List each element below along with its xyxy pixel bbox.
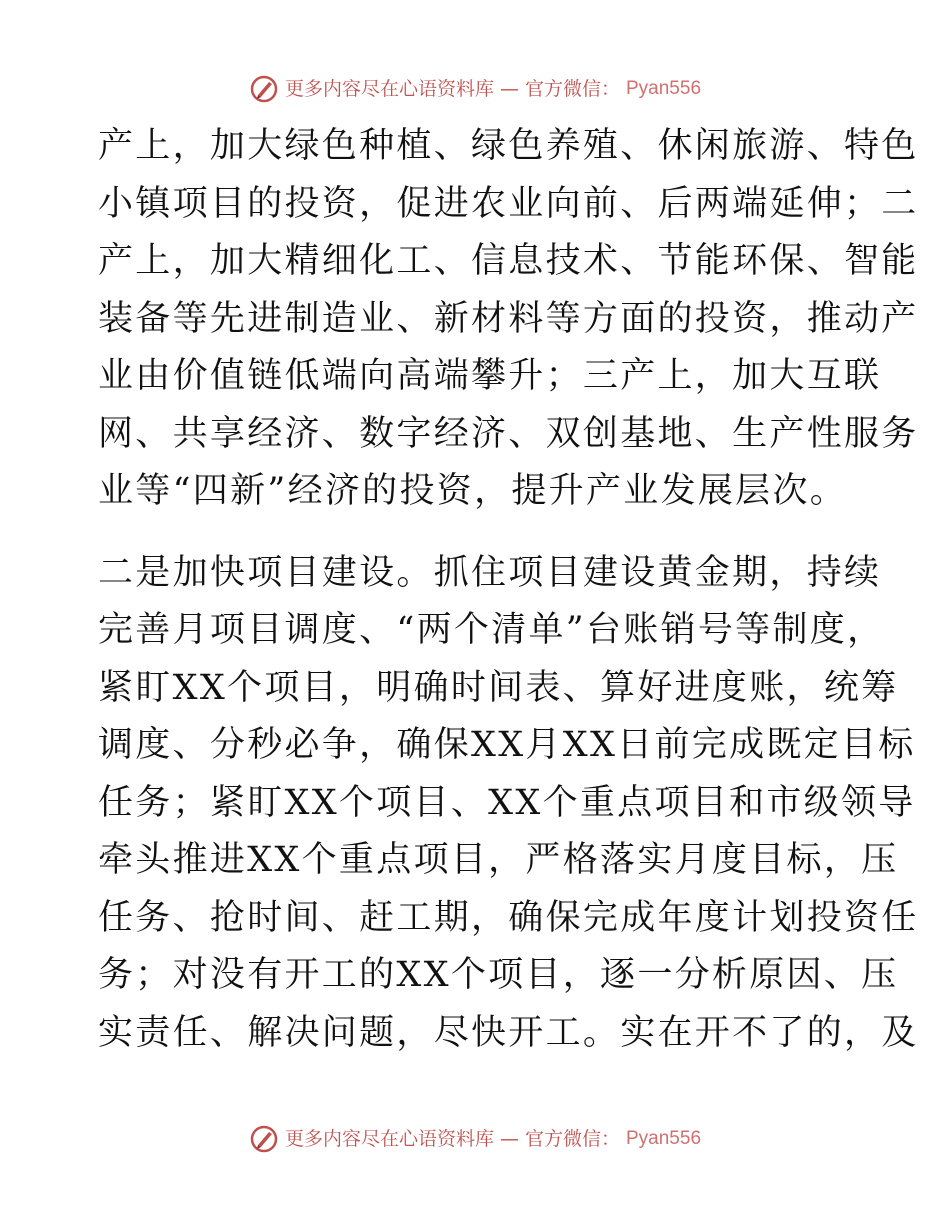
- text-line: 产上，加大绿色种植、绿色养殖、休闲旅游、特色: [98, 126, 919, 166]
- watermark-handle: Pyan556: [626, 1128, 702, 1149]
- text-line: 业由价值链低端向高端攀升；三产上，加大互联: [98, 356, 882, 396]
- text-line: 务；对没有开工的XX个项目，逐一分析原因、压: [98, 955, 899, 995]
- watermark-separator: —: [499, 78, 519, 100]
- watermark-label: 官方微信：: [524, 1128, 620, 1150]
- text-line: 装备等先进制造业、新材料等方面的投资，推动产: [98, 298, 919, 339]
- watermark-separator: —: [499, 1128, 519, 1150]
- watermark-text: 更多内容尽在心语资料库: [284, 1128, 494, 1150]
- paragraph-2: [98, 545, 919, 1063]
- text-line: 牵头推进XX个重点项目，严格落实月度目标，压: [98, 840, 899, 880]
- text-line: 小镇项目的投资，促进农业向前、后两端延伸；二: [98, 183, 919, 224]
- text-line: 产上，加大精细化工、信息技术、节能环保、智能: [98, 241, 919, 281]
- document-body: [98, 118, 919, 1062]
- text-line: 二是加快项目建设。抓住项目建设黄金期，持续: [98, 552, 882, 593]
- watermark-handle: Pyan556: [626, 78, 702, 99]
- text-line: 完善月项目调度、“两个清单”台账销号等制度，: [98, 610, 885, 650]
- text-line: 实责任、解决问题，尽快开工。实在开不了的，及: [98, 1012, 919, 1053]
- text-line: 网、共享经济、数字经济、双创基地、生产性服务: [98, 413, 919, 454]
- text-line: 业等“四新”经济的投资，提升产业发展层次。: [98, 471, 848, 511]
- text-line: 任务、抢时间、赶工期，确保完成年度计划投资任: [98, 897, 919, 938]
- watermark-text: 更多内容尽在心语资料库: [284, 78, 494, 100]
- header-watermark: [0, 74, 950, 104]
- paragraph-1: [98, 118, 919, 521]
- logo-icon: [249, 74, 279, 104]
- watermark-label: 官方微信：: [524, 78, 620, 100]
- logo-icon: [249, 1124, 279, 1154]
- text-line: 调度、分秒必争，确保XX月XX日前完成既定目标: [98, 725, 916, 765]
- text-line: 紧盯XX个项目，明确时间表、算好进度账，统筹: [98, 667, 899, 708]
- paragraph-gap: [98, 521, 858, 545]
- text-line: 任务；紧盯XX个项目、XX个重点项目和市级领导: [98, 782, 916, 823]
- footer-watermark: [0, 1124, 950, 1154]
